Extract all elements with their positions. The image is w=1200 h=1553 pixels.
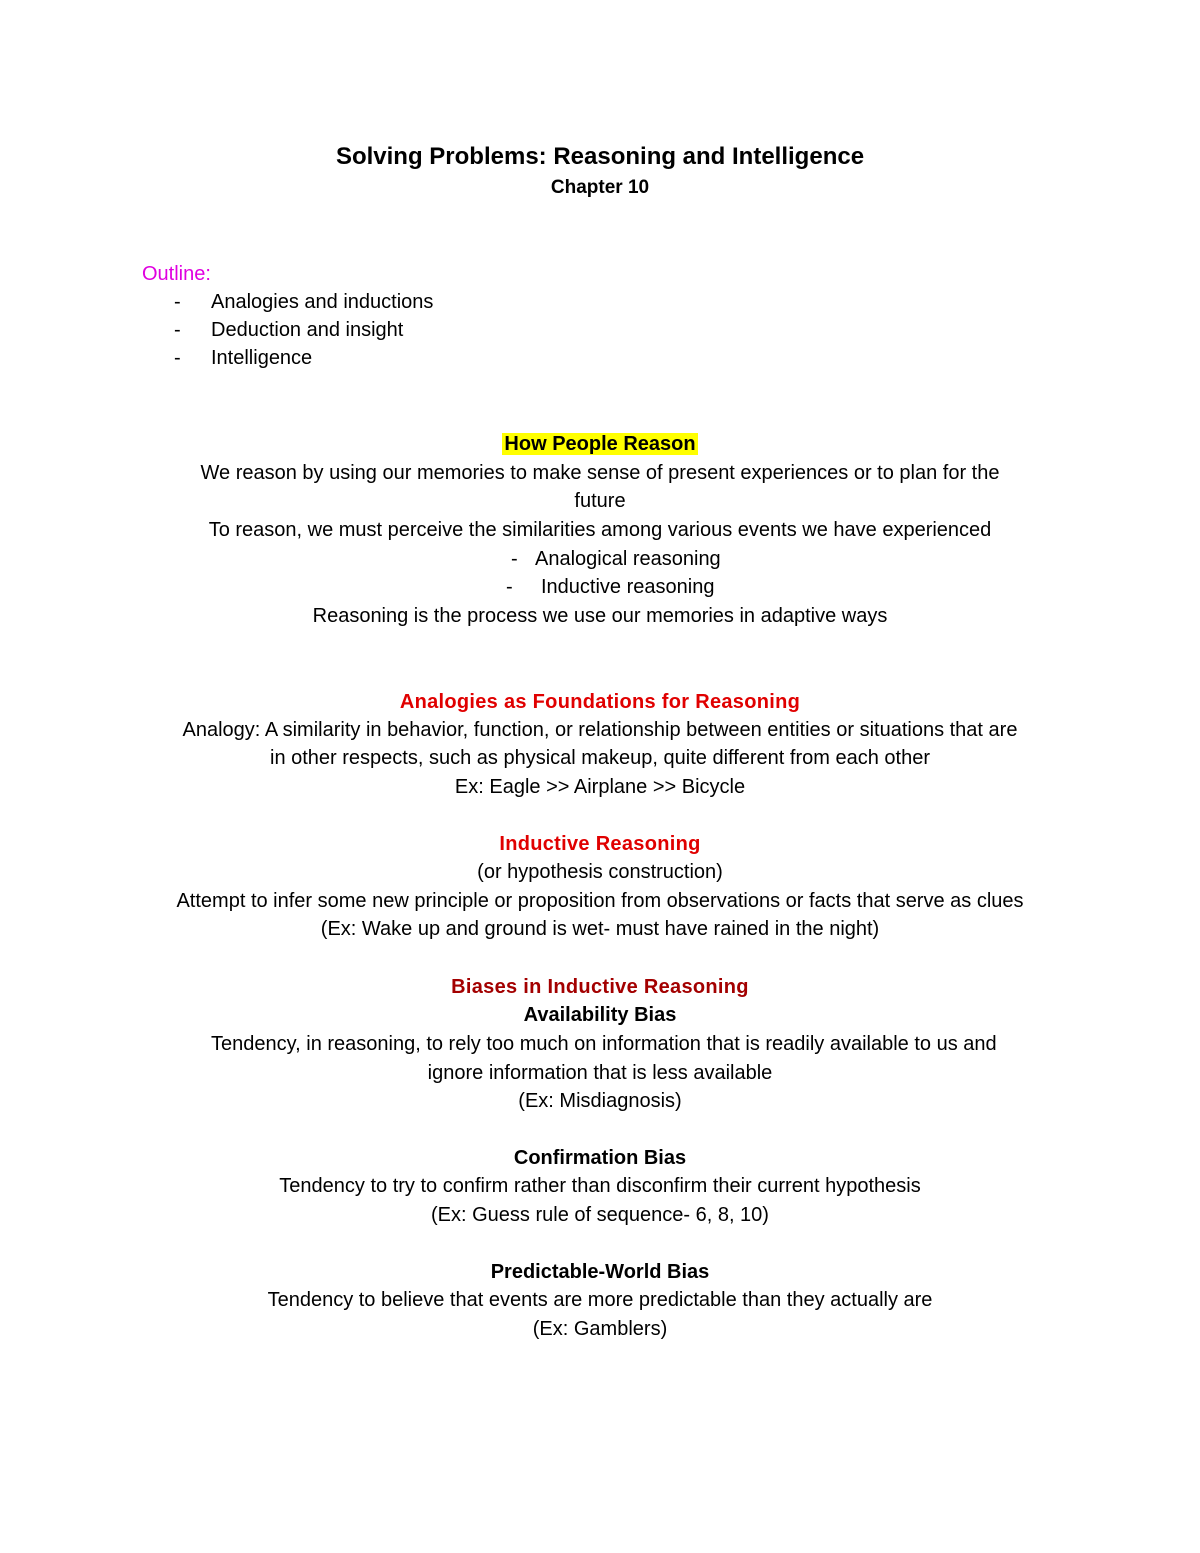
section-heading: How People Reason (504, 433, 696, 455)
paragraph-line: We reason by using our memories to make sense of present experiences or to plan for the (200, 462, 1000, 484)
list-item-text: Analogical reasoning (535, 548, 721, 570)
paragraph-line: To reason, we must perceive the similarities among various events we have experienced (208, 519, 992, 541)
paragraph-line: Ex: Eagle >> Airplane >> Bicycle (454, 776, 746, 798)
outline-label: Outline: (142, 263, 211, 285)
outline-item-text: Analogies and inductions (211, 291, 434, 313)
subheading-availability-bias: Availability Bias (523, 1004, 677, 1026)
paragraph-line: (Ex: Gamblers) (532, 1318, 668, 1340)
subheading-predictable-world-bias: Predictable-World Bias (490, 1261, 710, 1283)
bullet-dash: - (174, 319, 181, 341)
paragraph-line: Tendency, in reasoning, to rely too much on information that is readily available to us and (211, 1033, 997, 1055)
bullet-dash: - (174, 347, 181, 369)
section-heading-biases: Biases in Inductive Reasoning (451, 976, 749, 998)
paragraph-line: (or hypothesis construction) (477, 861, 723, 883)
bullet-dash: - (174, 291, 181, 313)
paragraph-line: (Ex: Misdiagnosis) (518, 1090, 682, 1112)
document-subtitle: Chapter 10 (550, 177, 650, 198)
outline-item-text: Intelligence (211, 347, 313, 369)
section-heading-inductive: Inductive Reasoning (499, 833, 701, 855)
paragraph-line: (Ex: Guess rule of sequence- 6, 8, 10) (431, 1204, 769, 1226)
list-item-text: Inductive reasoning (541, 576, 715, 598)
subheading-confirmation-bias: Confirmation Bias (513, 1147, 687, 1169)
section-how-people-reason (0, 430, 1200, 458)
document-title: Solving Problems: Reasoning and Intelligence (335, 143, 865, 170)
paragraph-line: future (574, 490, 626, 512)
outline-item-text: Deduction and insight (211, 319, 404, 341)
bullet-dash: - (506, 576, 513, 598)
paragraph-line: ignore information that is less available (427, 1062, 773, 1084)
paragraph-line: Tendency to try to confirm rather than disconfirm their current hypothesis (279, 1175, 921, 1197)
paragraph-line: Reasoning is the process we use our memories in adaptive ways (312, 605, 888, 627)
paragraph-line: in other respects, such as physical makeup, quite different from each other (270, 747, 930, 769)
paragraph-line: (Ex: Wake up and ground is wet- must have rained in the night) (320, 918, 880, 940)
section-heading-analogies: Analogies as Foundations for Reasoning (399, 691, 801, 713)
paragraph-line: Tendency to believe that events are more predictable than they actually are (267, 1289, 933, 1311)
bullet-dash: - (511, 548, 518, 570)
paragraph-line: Analogy: A similarity in behavior, function, or relationship between entities or situations that are (182, 719, 1018, 741)
paragraph-line: Attempt to infer some new principle or proposition from observations or facts that serve as clues (176, 890, 1024, 912)
